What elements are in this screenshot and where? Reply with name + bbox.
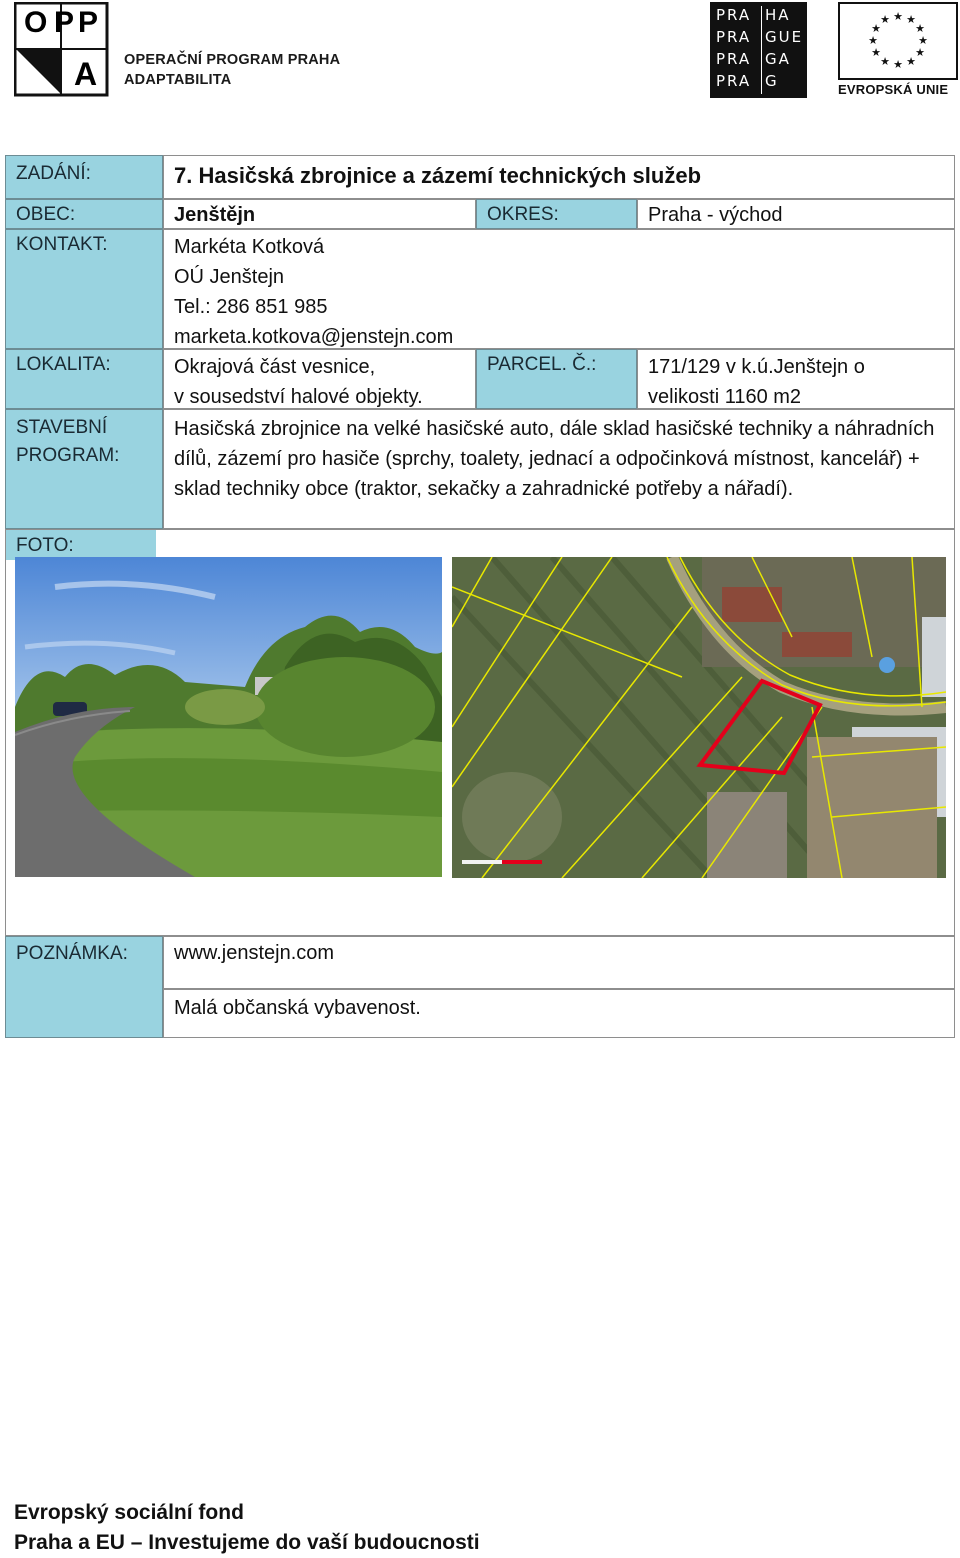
- opp-logo: [14, 2, 114, 98]
- obec-value: Jenštějn: [163, 199, 476, 229]
- svg-text:★: ★: [880, 55, 890, 68]
- praha-left-4: PRA: [716, 72, 752, 90]
- footer-line1: Evropský sociální fond: [14, 1501, 244, 1524]
- opp-logo-letter-p1: P: [54, 6, 75, 39]
- cadastral-map: [452, 557, 946, 878]
- praha-left-2: PRA: [716, 28, 752, 46]
- praha-logo: [710, 2, 807, 98]
- zadani-label: ZADÁNÍ:: [5, 155, 163, 199]
- poznamka-web: www.jenstejn.com: [163, 936, 955, 989]
- svg-text:★: ★: [918, 34, 928, 47]
- praha-right-4: G: [765, 72, 779, 90]
- kontakt-value: Markéta Kotková OÚ Jenštejn Tel.: 286 851 985 marketa.kotkova@jenstejn.com: [163, 229, 955, 349]
- program-label: STAVEBNÍ PROGRAM:: [5, 409, 163, 529]
- parcel-value: 171/129 v k.ú.Jenštejn o velikosti 1160 m2: [637, 349, 955, 409]
- parcel-label: PARCEL. Č.:: [476, 349, 637, 409]
- praha-right-1: HA: [765, 6, 791, 24]
- footer: [14, 1498, 480, 1558]
- svg-text:★: ★: [893, 10, 903, 23]
- opp-program-line1: OPERAČNÍ PROGRAM PRAHA: [124, 52, 341, 68]
- lokalita-value: Okrajová část vesnice, v sousedství halové objekty.: [163, 349, 476, 409]
- zadani-value: 7. Hasičská zbrojnice a zázemí technických služeb: [163, 155, 955, 199]
- program-value: Hasičská zbrojnice na velké hasičské auto, dále sklad hasičské techniky a náhradních dílů, zázemí pro hasiče (sprchy, toalety, jednací a odpočinková místnost, kancelář) + sklad techniky obce (traktor, sekačky a zahradnické potřeby a nářadí).: [163, 409, 955, 529]
- praha-right-3: GA: [765, 50, 791, 68]
- svg-text:★: ★: [893, 58, 903, 71]
- opp-logo-letter-o: O: [24, 6, 48, 39]
- praha-right-2: GUE: [765, 28, 804, 46]
- svg-text:★: ★: [871, 46, 881, 59]
- poznamka-label: POZNÁMKA:: [5, 936, 163, 1038]
- svg-text:★: ★: [880, 13, 890, 26]
- opp-logo-letter-p2: P: [78, 6, 99, 39]
- lokalita-label: LOKALITA:: [5, 349, 163, 409]
- praha-left-1: PRA: [716, 6, 752, 24]
- svg-text:★: ★: [915, 22, 925, 35]
- poznamka-note: Malá občanská vybavenost.: [163, 989, 955, 1038]
- opp-program-line2: ADAPTABILITA: [124, 72, 232, 88]
- foto-label: FOTO:: [16, 535, 74, 556]
- praha-logo-divider: [761, 6, 762, 94]
- footer-line2: Praha a EU – Investujeme do vaší budoucnosti: [14, 1531, 480, 1554]
- okres-label: OKRES:: [476, 199, 637, 229]
- svg-text:★: ★: [871, 22, 881, 35]
- street-photo: [15, 557, 442, 877]
- svg-text:★: ★: [906, 13, 916, 26]
- obec-label: OBEC:: [5, 199, 163, 229]
- svg-text:★: ★: [915, 46, 925, 59]
- okres-value: Praha - východ: [637, 199, 955, 229]
- kontakt-label: KONTAKT:: [5, 229, 163, 349]
- opp-logo-letter-a: A: [74, 56, 98, 92]
- opp-program-name: [124, 50, 340, 90]
- eu-logo: [838, 2, 958, 98]
- svg-text:★: ★: [868, 34, 878, 47]
- svg-text:★: ★: [906, 55, 916, 68]
- eu-flag-icon: [838, 2, 958, 80]
- praha-left-3: PRA: [716, 50, 752, 68]
- eu-caption: EVROPSKÁ UNIE: [838, 82, 949, 97]
